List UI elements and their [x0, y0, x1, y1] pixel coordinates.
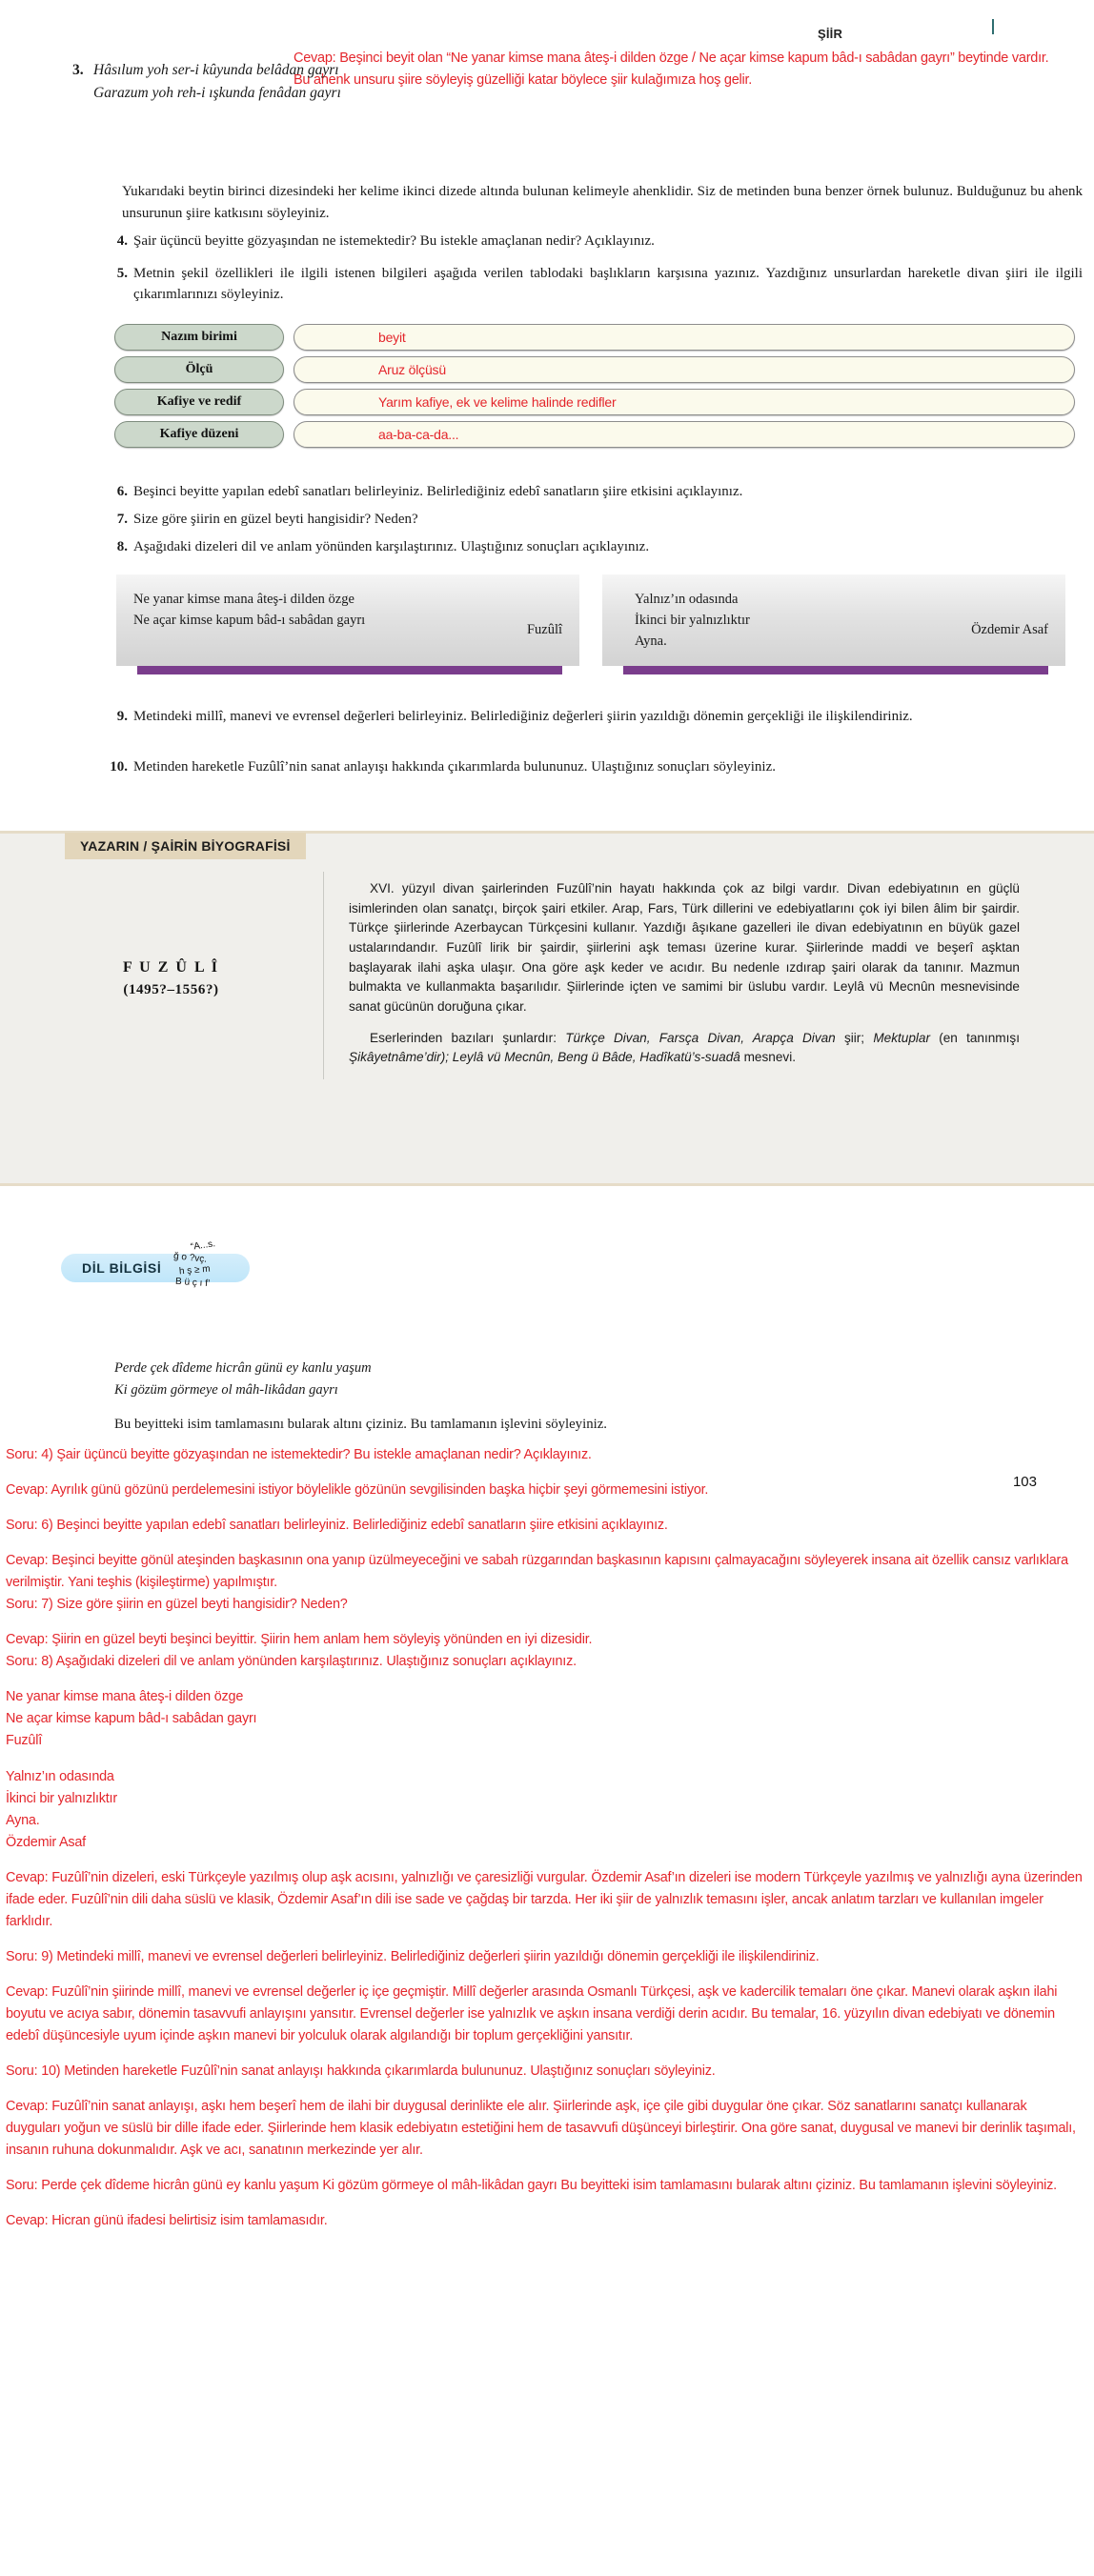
question-8-number: 8. — [116, 539, 128, 554]
transcript-line: Soru: 8) Aşağıdaki dizeleri dil ve anlam yönünden karşılaştırınız. Ulaştığınız sonuçları açıklayınız. — [6, 1654, 577, 1670]
question-6-number: 6. — [116, 484, 128, 499]
question-7 — [105, 510, 1083, 531]
question-5-text: Metnin şekil özellikleri ile ilgili istenen bilgileri aşağıda verilen tablodaki başlıkların karşısına yazınız. Yazdığınız unsurlardan hareketle divan şiiri ile ilgili çıkarımlarınızı söyleyiniz. — [133, 266, 1083, 302]
question-9-text: Metindeki millî, manevi ve evrensel değerleri belirleyiniz. Belirlediğiniz değerleri şiirin yazıldığı dönemin gerçekliği ile ilişkilendiriniz. — [133, 709, 913, 724]
poem-card-line1: Yalnız’ın odasında — [635, 592, 739, 607]
question-4 — [105, 231, 1077, 252]
table-row-value: Aruz ölçüsü — [378, 362, 446, 377]
grammar-task: Bu beyitteki isim tamlamasını bularak altını çiziniz. Bu tamlamanın işlevini söyleyiniz. — [114, 1417, 607, 1432]
biography-text — [324, 872, 1058, 1079]
poem-card-fuzuli — [116, 574, 579, 674]
question-10 — [99, 757, 1083, 778]
poem-card-line3: Ayna. — [635, 633, 667, 649]
transcript-line: Özdemir Asaf — [6, 1834, 86, 1850]
transcript-line: Cevap: Beşinci beyitte gönül ateşinden başkasının ona yanıp üzülmeyeceğini ve sabah rüzgarından başkasının kapısını çalmayacağını söyleyerek insana ait özellik cansız varlıklara verilmiştir. Yani teşhis (kişileştirme) yapılmıştır. — [6, 1553, 1068, 1591]
question-7-number: 7. — [116, 512, 128, 527]
biography-paragraph-1: XVI. yüzyıl divan şairlerinden Fuzûlî’nin hayatı hakkında çok az bilgi vardır. Divan edebiyatının en güçlü isimlerinden olan sanatçı, birçok şairi etkiler. Arap, Fars, Türk dillerini ve edebiyatlarını çok iyi bilen âlim bir şairdir. Türkçe şiirlerinde Azerbaycan Türkçesini kullanır. Yazdığı âşıkane gazelleri ile divan edebiyatının en büyük gazel ustalarındandır. Fuzûlî lirik bir şairdir, şiirlerini aşk teması üzerine kurar. Şiirlerinde maddi ve beşerî aşktan başlayarak ilahi aşka ulaşır. Ona göre aşk keder ve acıdır. Bu nedenle ızdırap şairi olarak da tanınır. Mazmun bulmakta ve kullanmakta başarılıdır. Şiirlerinde içten ve samimi bir üslubu vardır. Leylâ vü Mecnûn mesnevisinde sanat gücünün doruğuna çıkar. — [349, 881, 1020, 1014]
table-row — [114, 356, 1075, 383]
biography-author-years: (1495?–1556?) — [123, 982, 219, 997]
transcript-line: Cevap: Fuzûlî’nin şiirinde millî, manevi ve evrensel değerler iç içe geçmiştir. Millî değerler arasında Osmanlı Türkçesi, aşk ve kadercilik temaları öne çıkar. Manevi olarak aşkın ilahi boyutu ve acıya sabır, dönemin tasavvufi anlayışını yansıtır. Evrensel değerler ise yalnızlık ve aşkın insana verdiği derin acıdır. Bu temalar, 16. yüzyılın divan edebiyatı ve dönemin edebî düşüncesiyle uyum içinde aşkın manevi bir yolculuk olarak algılandığı bir toplum gerçekliğini yansıtır. — [6, 1983, 1058, 2043]
section-label — [0, 27, 1094, 41]
verse-item-3 — [72, 59, 454, 105]
transcript-line: Soru: 7) Size göre şiirin en güzel beyti hangisidir? Neden? — [6, 1597, 348, 1613]
transcript-line: Soru: 4) Şair üçüncü beyitte gözyaşından ne istemektedir? Bu istekle amaçlanan nedir? Açıklayınız. — [6, 1447, 592, 1462]
answer-transcript — [0, 1444, 1094, 2245]
table-row-value-field[interactable] — [294, 356, 1075, 383]
question-5-number: 5. — [116, 266, 128, 281]
biography-works-1: Türkçe Divan, Farsça Divan, Arapça Divan — [565, 1030, 836, 1045]
poem-card-line2: Ne açar kimse kapum bâd-ı sabâdan gayrı — [133, 612, 366, 628]
question-10-text: Metinden hareketle Fuzûlî’nin sanat anlayışı hakkında çıkarımlarda bulununuz. Ulaştığınız sonuçları söyleyiniz. — [133, 759, 776, 775]
biography-section — [0, 831, 1094, 1183]
verse-item-3-number: 3. — [72, 62, 84, 78]
transcript-line: Cevap: Ayrılık günü gözünü perdelemesini istiyor böylelikle gözünün sevgilisinden başka hiçbir şeyi görmemesini istiyor. — [6, 1482, 709, 1499]
biography-tag: YAZARIN / ŞAİRİN BİYOGRAFİSİ — [65, 833, 306, 859]
biography-works-mid2: (en tanınmışı — [939, 1030, 1020, 1045]
question-8 — [105, 537, 1083, 558]
question-4-text: Şair üçüncü beyitte gözyaşından ne istemektedir? Bu istekle amaçlanan nedir? Açıklayınız. — [133, 233, 655, 249]
question-9 — [105, 707, 1083, 728]
transcript-line: Yalnız’ın odasında — [6, 1768, 114, 1784]
transcript-line: Cevap: Hicran günü ifadesi belirtisiz isim tamlamasıdır. — [6, 2213, 328, 2229]
table-row-label: Kafiye ve redif — [114, 389, 284, 415]
grammar-verse — [114, 1358, 781, 1401]
transcript-line: Soru: 10) Metinden hareketle Fuzûlî’nin sanat anlayışı hakkında çıkarımlarda bulununuz. Ulaştığınız sonuçları söyleyiniz. — [6, 2063, 716, 2080]
table-row-value: Yarım kafiye, ek ve kelime halinde redifler — [378, 394, 617, 410]
section-label-text: ŞİİR — [817, 27, 843, 41]
biography-author — [19, 872, 324, 1079]
transcript-line: Soru: Perde çek dîdeme hicrân günü ey kanlu yaşum Ki gözüm görmeye ol mâh-likâdan gayrı Bu beyitteki isim tamlamasını bularak altını çiziniz. Bu tamlamanın işlevini söyleyiniz. — [6, 2178, 1057, 2194]
question-9-number: 9. — [116, 709, 128, 724]
biography-works-3: Şikâyetnâme’dir); Leylâ vü Mecnûn, Beng ü Bâde, Hadîkatü’s-suadâ — [349, 1050, 740, 1065]
table-row — [114, 389, 1075, 415]
table-row-value: beyit — [378, 330, 406, 345]
transcript-line: Soru: 6) Beşinci beyitte yapılan edebî sanatları belirleyiniz. Belirlediğiniz edebî sanatların şiire etkisini açıklayınız. — [6, 1518, 668, 1534]
question-10-number: 10. — [110, 759, 128, 775]
letters-cluster-icon — [170, 1238, 236, 1293]
biography-content — [0, 872, 1094, 1079]
letters-cluster-row-2: ğ o ?vç. — [172, 1251, 208, 1265]
table-row-label: Kafiye düzeni — [114, 421, 284, 448]
form-table — [114, 324, 1075, 453]
grammar-verse-line1: Perde çek dîdeme hicrân günü ey kanlu yaşum — [114, 1360, 372, 1376]
biography-works-end: mesnevi. — [739, 1050, 796, 1065]
annotation-top-answer: Cevap: Beşinci beyit olan “Ne yanar kimse mana âteş-i dilden özge / Ne açar kimse kapum bâd-ı sabâdan gayrı” beytinde vardır. Bu ahenk unsuru şiire söyleyiş güzelliği katar böylece şiir kulağımıza hoş gelir. — [294, 50, 1049, 89]
transcript-line: Cevap: Fuzûlî’nin sanat anlayışı, aşkı hem beşerî hem de ilahi bir duygusal derinlikte ele alır. Şiirlerinde aşk, içe çile gibi duygular öne çıkar. Söz sanatlarını sanatçı kullanarak duyguları yoğun ve süslü bir dille ifade eder. Şiirlerinde hem klasik edebiyatın estetiğini hem de tasavvufi düşünceyi birleştirir. Ona göre sanat, duygusal ve manevi bir derinlik taşımalı, insanın ruhuna dokunmalıdır. Aşk ve acı, sanatının merkezinde yer alır. — [6, 2099, 1076, 2159]
transcript-line: İkinci bir yalnızlıktır — [6, 1790, 117, 1806]
table-row-value-field[interactable] — [294, 389, 1075, 415]
biography-works-intro: Eserlerinden bazıları şunlardır: — [370, 1030, 566, 1045]
table-row-label: Ölçü — [114, 356, 284, 383]
page-number: 103 — [1012, 1474, 1037, 1490]
question-8-text: Aşağıdaki dizeleri dil ve anlam yönünden karşılaştırınız. Ulaştığınız sonuçları açıklayınız. — [133, 539, 650, 554]
paragraph-ahenk: Yukarıdaki beytin birinci dizesindeki her kelime ikinci dizede altında bulunan kelimeyle ahenklidir. Siz de metinden buna benzer örnek bulunuz. Bulduğunuz bu ahenk unsurunun şiire katkısını söyleyiniz. — [122, 184, 1083, 221]
poem-card-ozdemir-asaf — [602, 574, 1065, 674]
grammar-divider — [0, 1183, 1094, 1186]
transcript-line: Ayna. — [6, 1812, 40, 1828]
letters-cluster-row-4: B ü ç ı f’ — [174, 1276, 211, 1290]
table-row-value-field[interactable] — [294, 421, 1075, 448]
letters-cluster-row-1: “A...s. — [190, 1238, 216, 1253]
transcript-line: Ne yanar kimse mana âteş-i dilden özge — [6, 1689, 244, 1705]
poem-card-signature: Fuzûlî — [526, 622, 562, 638]
transcript-line: Ne açar kimse kapum bâd-ı sabâdan gayrı — [6, 1711, 257, 1727]
question-5 — [105, 264, 1083, 306]
transcript-line: Soru: 9) Metindeki millî, manevi ve evrensel değerleri belirleyiniz. Belirlediğiniz değerleri şiirin yazıldığı dönemin gerçekliği ile ilişkilendiriniz. — [6, 1948, 820, 1964]
biography-author-name: F U Z Û L Î — [123, 959, 219, 976]
poem-card-accent-bar — [623, 666, 1048, 674]
poem-card-body — [602, 574, 1065, 666]
poem-card-accent-bar — [137, 666, 562, 674]
table-row-value: aa-ba-ca-da... — [378, 427, 459, 442]
letters-cluster-row-3: h ş ≥ m — [178, 1263, 212, 1278]
poem-card-line2: İkinci bir yalnızlıktır — [635, 612, 750, 628]
biography-paragraph-2 — [349, 1029, 1020, 1068]
poem-card-line1: Ne yanar kimse mana âteş-i dilden özge — [133, 592, 355, 607]
poem-card-signature: Özdemir Asaf — [971, 622, 1048, 638]
verse-item-3-line1: Hâsılum yoh ser-i kûyunda belâdan gayrı — [93, 62, 339, 78]
question-6 — [105, 482, 1083, 503]
biography-works-2: Mektuplar — [873, 1030, 940, 1045]
verse-item-3-line2: Garazum yoh reh-i ışkunda fenâdan gayrı — [93, 85, 341, 102]
transcript-line: Cevap: Şiirin en güzel beyti beşinci beyittir. Şiirin hem anlam hem söyleyiş yönünden en iyi dizesidir. — [6, 1632, 593, 1648]
grammar-pill-label: DİL BİLGİSİ — [82, 1260, 162, 1276]
table-row-label: Nazım birimi — [114, 324, 284, 351]
table-row-value-field[interactable] — [294, 324, 1075, 351]
grammar-verse-line2: Ki gözüm görmeye ol mâh-likâdan gayrı — [114, 1382, 338, 1399]
biography-works-mid: şiir; — [835, 1030, 874, 1045]
question-7-text: Size göre şiirin en güzel beyti hangisidir? Neden? — [133, 512, 418, 527]
poem-card-body — [116, 574, 579, 666]
poem-cards — [116, 574, 1084, 674]
table-row — [114, 421, 1075, 448]
question-6-text: Beşinci beyitte yapılan edebî sanatları belirleyiniz. Belirlediğiniz edebî sanatların şiire etkisini açıklayınız. — [133, 484, 743, 499]
question-4-number: 4. — [116, 233, 128, 249]
table-row — [114, 324, 1075, 351]
transcript-line: Fuzûlî — [6, 1733, 42, 1749]
transcript-line: Cevap: Fuzûlî’nin dizeleri, eski Türkçeyle yazılmış olup aşk acısını, yalnızlığı ve çaresizliği vurgular. Özdemir Asaf’ın dizeleri ise modern Türkçeyle yazılmış ve yalnızlığı ayna üzerinden ifade eder. Fuzûlî’nin dili daha süslü ve klasik, Özdemir Asaf’ın dili ise sade ve çağdaş bir tarzda. Her iki şiir de yalnızlık temasını işler, ancak anlatım tarzları ve kullanılan imgeler farklıdır. — [6, 1869, 1083, 1929]
